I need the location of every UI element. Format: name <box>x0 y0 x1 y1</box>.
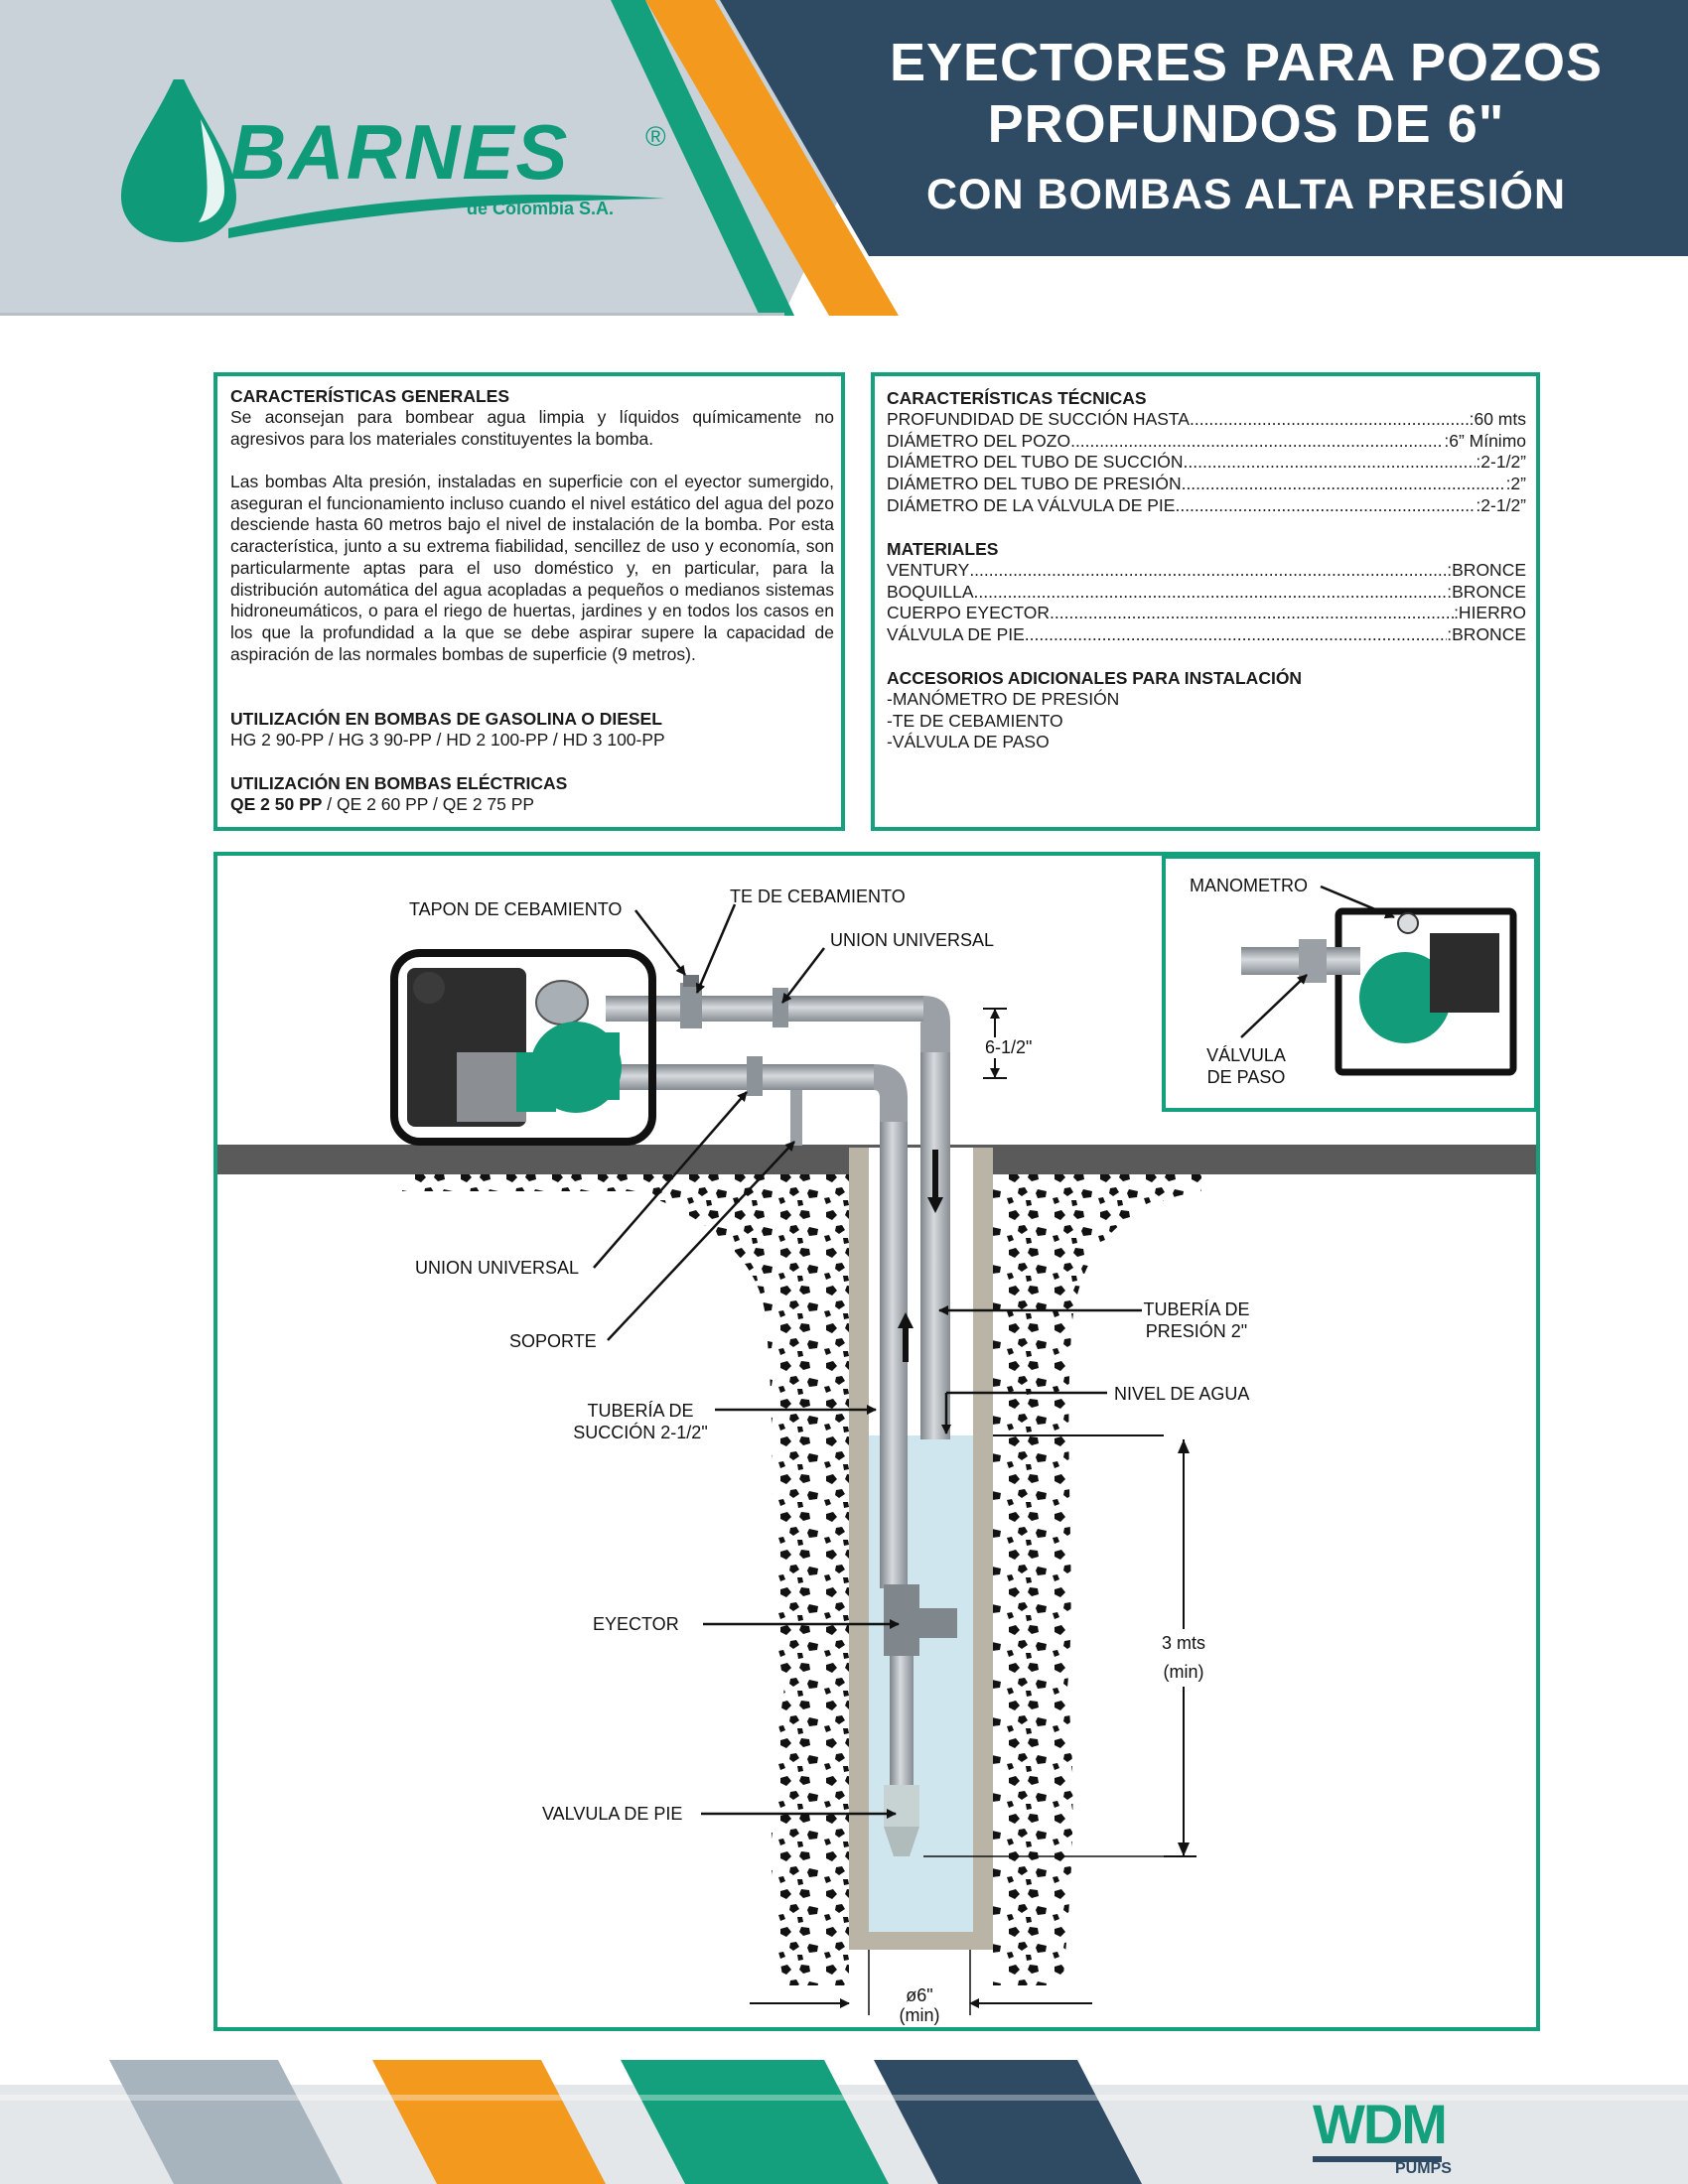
pressure-pipe <box>920 1042 950 1439</box>
spec-value: :BRONCE <box>1447 560 1526 580</box>
inset-valve <box>1299 939 1327 983</box>
spec-label: DIÁMETRO DEL TUBO DE SUCCIÓN <box>887 452 1184 473</box>
spec-value: :2-1/2” <box>1476 452 1526 473</box>
title-line-1: EYECTORES PARA POZOS <box>889 33 1604 92</box>
label-union-bottom: UNION UNIVERSAL <box>415 1258 580 1278</box>
spec-label: DIÁMETRO DE LA VÁLVULA DE PIE <box>887 494 1176 515</box>
gas-models: HG 2 90-PP / HG 3 90-PP / HD 2 100-PP / HD 3 100-PP <box>230 730 665 750</box>
label-diameter <box>874 1985 965 2025</box>
spec-label: CUERPO EYECTOR <box>887 603 1051 623</box>
label-depth-1: 3 mts <box>1161 1633 1205 1653</box>
materials-heading: MATERIALES <box>887 539 999 559</box>
label-te: TE DE CEBAMIENTO <box>730 887 906 906</box>
label-depth-2: (min) <box>1163 1662 1204 1682</box>
accessory-item: -MANÓMETRO DE PRESIÓN <box>887 689 1120 709</box>
label-tuberia-presion-1: TUBERÍA DE <box>1143 1299 1250 1319</box>
spec-label: DIÁMETRO DEL POZO <box>887 430 1071 451</box>
label-tuberia-succion <box>556 1400 725 1443</box>
spec-label: DIÁMETRO DEL TUBO DE PRESIÓN <box>887 474 1182 494</box>
elec-heading: UTILIZACIÓN EN BOMBAS ELÉCTRICAS <box>230 773 568 793</box>
brand-subtitle: de Colombia S.A. <box>467 199 615 218</box>
spec-value: :BRONCE <box>1447 624 1526 645</box>
gas-heading: UTILIZACIÓN EN BOMBAS DE GASOLINA O DIESEL <box>230 709 662 729</box>
spec-value: :2” <box>1505 474 1526 494</box>
accessories-heading: ACCESORIOS ADICIONALES PARA INSTALACIÓN <box>887 668 1303 688</box>
elec-model-rest: / QE 2 60 PP / QE 2 75 PP <box>322 794 535 814</box>
suction-pipe-horizontal <box>586 1064 874 1090</box>
label-manometro: MANOMETRO <box>1190 876 1308 895</box>
inset-manometer <box>1398 913 1418 933</box>
accessory-item: -VÁLVULA DE PASO <box>887 732 1050 752</box>
label-dim-top: 6-1/2" <box>985 1037 1033 1057</box>
wdm-logo: WDM <box>1313 2093 1446 2155</box>
accessory-item: -TE DE CEBAMIENTO <box>887 710 1063 731</box>
spec-label: VENTURY <box>887 560 970 580</box>
label-depth <box>1142 1629 1225 1687</box>
label-tuberia-succion-2: SUCCIÓN 2-1/2" <box>573 1423 708 1442</box>
label-valvula-paso-2: DE PASO <box>1206 1067 1286 1087</box>
label-union-top: UNION UNIVERSAL <box>830 930 995 950</box>
label-eyector: EYECTOR <box>593 1614 679 1634</box>
priming-plug <box>683 975 699 987</box>
ejector-body <box>884 1584 919 1656</box>
general-para-2: Las bombas Alta presión, instaladas en superficie con el eyector sumergido, aseguran el funcionamiento incluso cuando el nivel estático del agua del pozo desciende hasta 60 metros bajo el nivel de instalación de la bomba. Por esta característica, junto a su extrema fiabilidad, sencillez de uso y economía, son particularmente aptas para el uso doméstico y, en particular, para la distribución automática del agua acopladas a pequeños o medianos sistemas hidroneumáticos, o para el riego de huertas, jardines y en todos los casos en los que la profundidad a la que se debe aspirar supere la capacidad de aspiración de las normales bombas de superficie (9 metros). <box>230 472 834 664</box>
foot-valve <box>884 1785 919 1827</box>
spec-value: :6” Mínimo <box>1444 430 1526 451</box>
spec-value: :HIERRO <box>1454 603 1526 623</box>
label-valvula-paso <box>1192 1044 1301 1088</box>
spec-value: :2-1/2” <box>1476 494 1526 515</box>
registered-mark: ® <box>645 121 666 152</box>
soil-right <box>993 1174 1201 1985</box>
label-diameter-1: ø6" <box>906 1985 933 2005</box>
spec-label: PROFUNDIDAD DE SUCCIÓN HASTA <box>887 409 1190 429</box>
label-valvula-paso-1: VÁLVULA <box>1206 1045 1286 1065</box>
title-line-3: CON BOMBAS ALTA PRESIÓN <box>925 171 1567 218</box>
label-nivel-agua: NIVEL DE AGUA <box>1114 1384 1250 1404</box>
label-soporte: SOPORTE <box>509 1331 597 1351</box>
wdm-logo-sub: PUMPS <box>1395 2160 1452 2177</box>
brand-name: BARNES <box>230 108 570 196</box>
label-tuberia-succion-1: TUBERÍA DE <box>587 1401 694 1421</box>
label-tuberia-presion <box>1117 1298 1276 1342</box>
spec-label: BOQUILLA <box>887 581 974 602</box>
union-top <box>773 988 788 1027</box>
general-heading: CARACTERÍSTICAS GENERALES <box>230 386 509 406</box>
general-para-1: Se aconsejan para bombear agua limpia y líquidos químicamente no agresivos para los materiales constituyentes la bomba. <box>230 407 834 449</box>
label-tapon: TAPON DE CEBAMIENTO <box>409 899 623 919</box>
union-bottom <box>747 1056 763 1096</box>
title-line-2: PROFUNDOS DE 6" <box>987 94 1505 154</box>
label-tuberia-presion-2: PRESIÓN 2" <box>1145 1321 1248 1341</box>
label-diameter-2: (min) <box>899 2005 940 2025</box>
spec-value: :60 mts <box>1469 409 1526 429</box>
spec-value: :BRONCE <box>1447 581 1526 602</box>
soil-left <box>402 1174 849 1985</box>
technical-heading: CARACTERÍSTICAS TÉCNICAS <box>887 388 1147 408</box>
elec-model-first: QE 2 50 PP <box>230 794 323 814</box>
label-valvula-pie: VALVULA DE PIE <box>542 1804 683 1824</box>
spec-label: VÁLVULA DE PIE <box>887 624 1025 645</box>
support <box>790 1090 802 1146</box>
